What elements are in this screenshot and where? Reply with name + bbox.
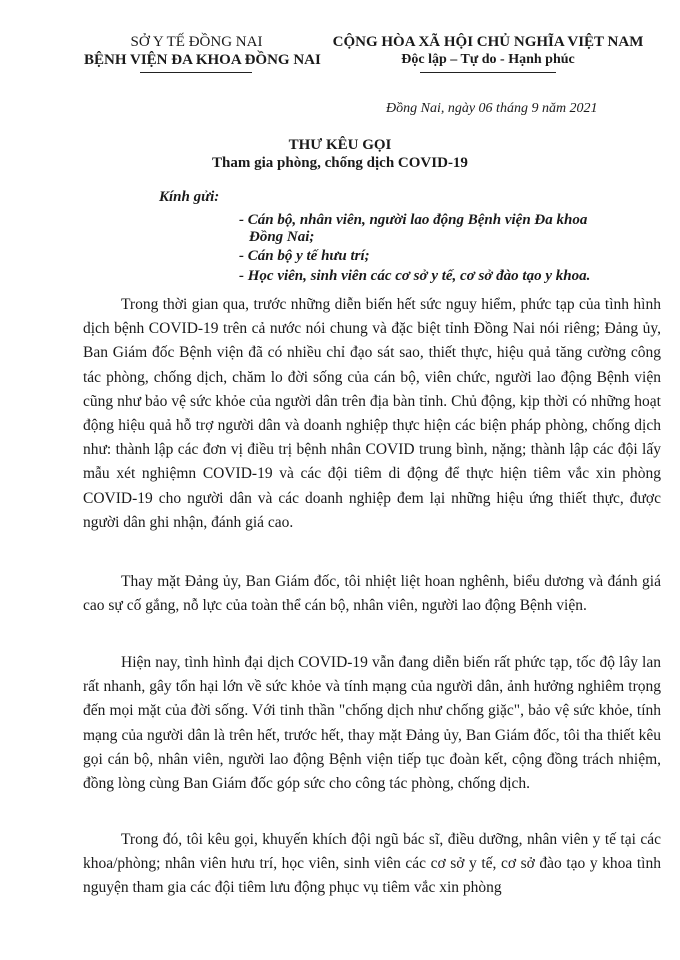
issuer-hospital: BỆNH VIỆN ĐA KHOA ĐỒNG NAI — [84, 52, 321, 68]
issuer-underline — [140, 72, 252, 73]
issuer-block — [84, 33, 321, 69]
national-title: CỘNG HÒA XÃ HỘI CHỦ NGHĨA VIỆT NAM — [332, 34, 644, 50]
document-subtitle: Tham gia phòng, chống dịch COVID-19 — [212, 155, 468, 171]
document-title: THƯ KÊU GỌI — [288, 137, 392, 153]
salutation: Kính gửi: — [159, 189, 220, 205]
body-paragraph: Trong thời gian qua, trước những diễn biến hết sức nguy hiểm, phức tạp của tình hình dịch bệnh COVID-19 trên cả nước nói chung và đặc biệt tỉnh Đồng Nai nói riêng; Đảng ủy, Ban Giám đốc Bệnh viện đã có nhiều chỉ đạo sát sao, thiết thực, hiệu quả tăng cường công tác phòng, chống dịch, chăm lo đời sống của cán bộ, viên chức, người lao động Bệnh viện cũng như bảo vệ sức khỏe của người dân trên địa bàn tỉnh. Chủ động, kịp thời có những hoạt động hiệu quả hỗ trợ người dân và doanh nghiệp thực hiện các biện pháp phòng, chống dịch như: thành lập các đơn vị điều trị bệnh nhân COVID trung bình, nặng; thành lập các đội lấy mẫu xét nghiệmn COVID-19 và các đội tiêm di động để thực hiện tiêm vắc xin phòng COVID-19 cho người dân và các doanh nghiệp đem lại những hiệu ứng thiết thực, được người dân ghi nhận, đánh giá cao. — [83, 296, 661, 531]
document-date: Đồng Nai, ngày 06 tháng 9 năm 2021 — [386, 101, 598, 116]
recipient-item: - Học viên, sinh viên các cơ sở y tế, cơ sở đào tạo y khoa. — [239, 268, 591, 284]
national-motto-block — [318, 33, 658, 69]
recipient-item: - Cán bộ, nhân viên, người lao động Bệnh viện Đa khoa — [239, 212, 588, 228]
body-paragraph: Hiện nay, tình hình đại dịch COVID-19 vẫn đang diễn biến rất phức tạp, tốc độ lây lan rất nhanh, gây tổn hại lớn về sức khỏe và tính mạng của người dân, ảnh hưởng nghiêm trọng đến mọi mặt của đời sống. Với tinh thần "chống dịch như chống giặc", bảo vệ sức khỏe, tính mạng của người dân là trên hết, trước hết, thay mặt Đảng ủy, Ban Giám đốc, tôi tha thiết kêu gọi cán bộ, nhân viên, người lao động Bệnh viện tiếp tục đoàn kết, cộng đồng trách nhiệm, đồng lòng cùng Ban Giám đốc góp sức cho công tác phòng, chống dịch. — [83, 654, 661, 793]
body-paragraph: Trong đó, tôi kêu gọi, khuyến khích đội ngũ bác sĩ, điều dưỡng, nhân viên y tế tại các khoa/phòng; nhân viên hưu trí, học viên, sinh viên các cơ sở y tế, cơ sở đào tạo y khoa tình nguyện tham gia các đội tiêm lưu động phục vụ tiêm vắc xin phòng — [83, 831, 661, 897]
body-paragraph: Thay mặt Đảng ủy, Ban Giám đốc, tôi nhiệt liệt hoan nghênh, biểu dương và đánh giá cao sự cố gắng, nỗ lực của toàn thể cán bộ, nhân viên, người lao động Bệnh viện. — [83, 573, 661, 615]
recipient-item: Đồng Nai; — [249, 229, 315, 245]
recipient-item: - Cán bộ y tế hưu trí; — [239, 248, 370, 264]
national-motto: Độc lập – Tự do - Hạnh phúc — [401, 52, 575, 67]
issuer-department: SỞ Y TẾ ĐỒNG NAI — [130, 34, 263, 50]
motto-underline — [420, 72, 556, 73]
